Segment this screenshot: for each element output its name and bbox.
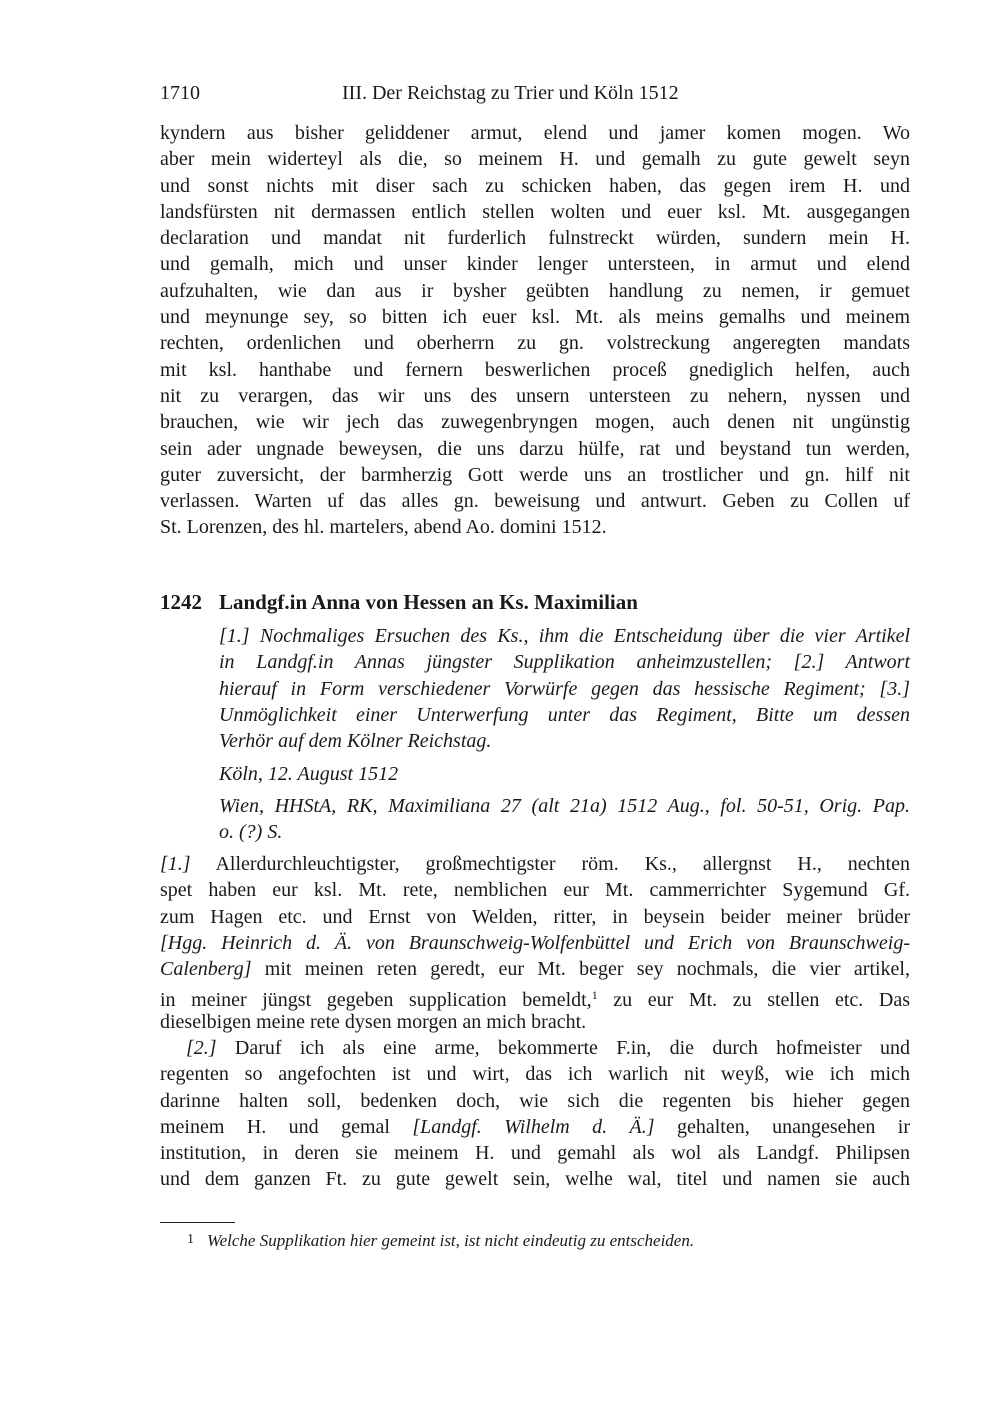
- text-line: [160, 436, 910, 462]
- text: spet haben eur ksl. Mt. rete, nemblichen eur Mt. cammerrichter Sygemund Gf.: [160, 879, 910, 902]
- text-line: [160, 304, 910, 330]
- italic-text: hierauf in Form verschiedener Vorwürfe gegen das hessische Regiment; [3.]: [219, 677, 910, 700]
- text: mit meinen reten geredt, eur Mt. beger sey nochmals, die vier artikel,: [251, 958, 910, 981]
- text-line: [160, 904, 910, 930]
- text: zu eur Mt. zu stellen etc. Das: [597, 989, 910, 1012]
- text: dieselbigen meine rete dysen morgen an mich bracht.: [160, 1010, 587, 1033]
- document-source: [219, 793, 910, 846]
- text-line: [219, 676, 910, 702]
- italic-text: Köln, 12. August 1512: [219, 763, 399, 785]
- text: meinem H. und gemal: [160, 1115, 413, 1138]
- text-line: [160, 982, 910, 1012]
- italic-text: o. (?) S.: [219, 821, 283, 844]
- text: in meiner jüngst gegeben supplication bemeldt,: [160, 989, 592, 1012]
- text: rechten, ordenlichen und oberherrn zu gn. volstreckung angeregten mandats: [160, 332, 910, 355]
- text: St. Lorenzen, des hl. martelers, abend Ao. domini 1512.: [160, 516, 607, 539]
- text: und meynunge sey, so bitten ich euer ksl. Mt. als meins gemalhs und meinem: [160, 306, 910, 329]
- italic-text: [1.] Nochmaliges Ersuchen des Ks., ihm die Entscheidung über die vier Artikel: [219, 625, 910, 647]
- text: landsfürsten nit dermassen entlich stellen wolten und euer ksl. Mt. ausgegangen: [160, 200, 910, 223]
- text-line: [160, 1166, 910, 1192]
- text: zum Hagen etc. und Ernst von Welden, ritter, in beysein beider meiner brüder: [160, 905, 910, 928]
- document-title: Landgf.in Anna von Hessen an Ks. Maximilian: [219, 590, 638, 614]
- text-line: [160, 225, 910, 251]
- text-line: [160, 330, 910, 356]
- text-line: [160, 462, 910, 488]
- text-line: [219, 649, 910, 675]
- text-line: [160, 1061, 910, 1087]
- italic-text: Calenberg]: [160, 958, 252, 981]
- text: und sonst nichts mit diser sach zu schicken haben, das gegen irem H. und: [160, 174, 910, 197]
- text-line: [160, 956, 910, 982]
- italic-text: [Landgf. Wilhelm d. Ä.]: [412, 1115, 655, 1138]
- footnote-text: Welche Supplikation hier gemeint ist, ist nicht eindeutig zu entscheiden.: [207, 1231, 695, 1250]
- page-number: 1710: [160, 82, 200, 104]
- text: und dem ganzen Ft. zu gute gewelt sein, welhe wal, titel und namen sie auch: [160, 1168, 910, 1191]
- text-line: [219, 702, 910, 728]
- italic-text: in Landgf.in Annas jüngster Supplikation anheimzustellen; [2.] Antwort: [219, 651, 910, 674]
- footnote: [187, 1228, 694, 1253]
- footnote-reference: 1: [591, 988, 598, 1003]
- text-line: [160, 877, 910, 903]
- text: guter zuversicht, der barmherzig Gott werde uns an trostlicher und gn. hilf nit: [160, 463, 910, 486]
- text-line: [160, 173, 910, 199]
- italic-text: [1.]: [160, 853, 191, 875]
- text: darinne halten soll, bedenken doch, wie sich die regenten bis hieher gegen: [160, 1089, 910, 1112]
- text-line: [160, 1035, 910, 1061]
- italic-text: Unmöglichkeit einer Unterwerfung unter das Regiment, Bitte um dessen: [219, 703, 910, 726]
- text: verlassen. Warten uf das alles gn. beweisung und antwurt. Geben zu Collen uf: [160, 490, 910, 513]
- text: kyndern aus bisher geliddener armut, elend und jamer komen mogen. Wo: [160, 122, 910, 144]
- text-line: [160, 146, 910, 172]
- text-line: [160, 120, 910, 146]
- text: brauchen, wie wir jech das zuwegenbryngen mogen, auch denen nit ungünstig: [160, 411, 910, 434]
- text-line: [219, 793, 910, 819]
- text: und gemalh, mich und unser kinder lenger untersteen, in armut und elend: [160, 253, 910, 276]
- text-line: [219, 728, 910, 754]
- text: Allerdurchleuchtigster, großmechtigster röm. Ks., allergnst H., nechten: [190, 853, 910, 875]
- text-line: [160, 1140, 910, 1166]
- text: mit ksl. hanthabe und fernern beswerlichen proceß gnediglich helfen, auch: [160, 358, 910, 381]
- document-heading: [160, 589, 638, 615]
- footnote-divider: [160, 1222, 235, 1223]
- text: sein ader ungnade beweysen, die uns darzu hülfe, rat und beystand tun werden,: [160, 437, 910, 460]
- continued-paragraph: [160, 120, 910, 541]
- text: nit zu verargen, das wir uns des unsern untersteen zu nehern, nyssen und: [160, 384, 910, 407]
- text-line: [160, 488, 910, 514]
- text: regenten so angefochten ist und wirt, das ich warlich nit weyß, wie ich mich: [160, 1063, 910, 1086]
- italic-text: [Hgg. Heinrich d. Ä. von Braunschweig-Wolfenbüttel und Erich von Braunschweig-: [160, 931, 910, 954]
- text-line: [160, 930, 910, 956]
- text-line: [160, 1114, 910, 1140]
- body-paragraph-2: [160, 1035, 910, 1193]
- body-paragraph-1: [160, 851, 910, 1035]
- text-line: [160, 409, 910, 435]
- text-line: [219, 819, 910, 845]
- text-line: [160, 278, 910, 304]
- italic-text: [2.]: [186, 1037, 217, 1059]
- running-title: III. Der Reichstag zu Trier und Köln 1512: [342, 82, 679, 104]
- text-line: [219, 761, 910, 787]
- text-line: [160, 357, 910, 383]
- text-line: [160, 514, 910, 540]
- text: declaration und mandat nit furderlich fulnstreckt würden, sundern mein H.: [160, 227, 910, 250]
- text: institution, in deren sie meinem H. und gemahl als wol als Landgf. Philipsen: [160, 1142, 910, 1165]
- text: Daruf ich als eine arme, bekommerte F.in, die durch hofmeister und: [216, 1037, 910, 1059]
- text-line: [160, 199, 910, 225]
- regest: [219, 623, 910, 754]
- text-line: [160, 383, 910, 409]
- text: aufzuhalten, wie dan aus ir bysher geübten handlung zu nemen, ir gemuet: [160, 279, 910, 302]
- italic-text: Verhör auf dem Kölner Reichstag.: [219, 730, 492, 753]
- text: aber mein widerteyl als die, so meinem H. und gemalh zu gute gewelt seyn: [160, 148, 910, 171]
- document-date: [219, 761, 910, 787]
- document-number: 1242: [160, 590, 202, 614]
- text-line: [160, 1088, 910, 1114]
- text-line: [160, 1009, 910, 1035]
- text-line: [219, 623, 910, 649]
- text-line: [160, 251, 910, 277]
- text-line: [160, 851, 910, 877]
- footnote-number: 1: [187, 1232, 194, 1247]
- italic-text: Wien, HHStA, RK, Maximiliana 27 (alt 21a) 1512 Aug., fol. 50-51, Orig. Pap.: [219, 795, 910, 817]
- text: gehalten, unangesehen ir: [654, 1115, 910, 1138]
